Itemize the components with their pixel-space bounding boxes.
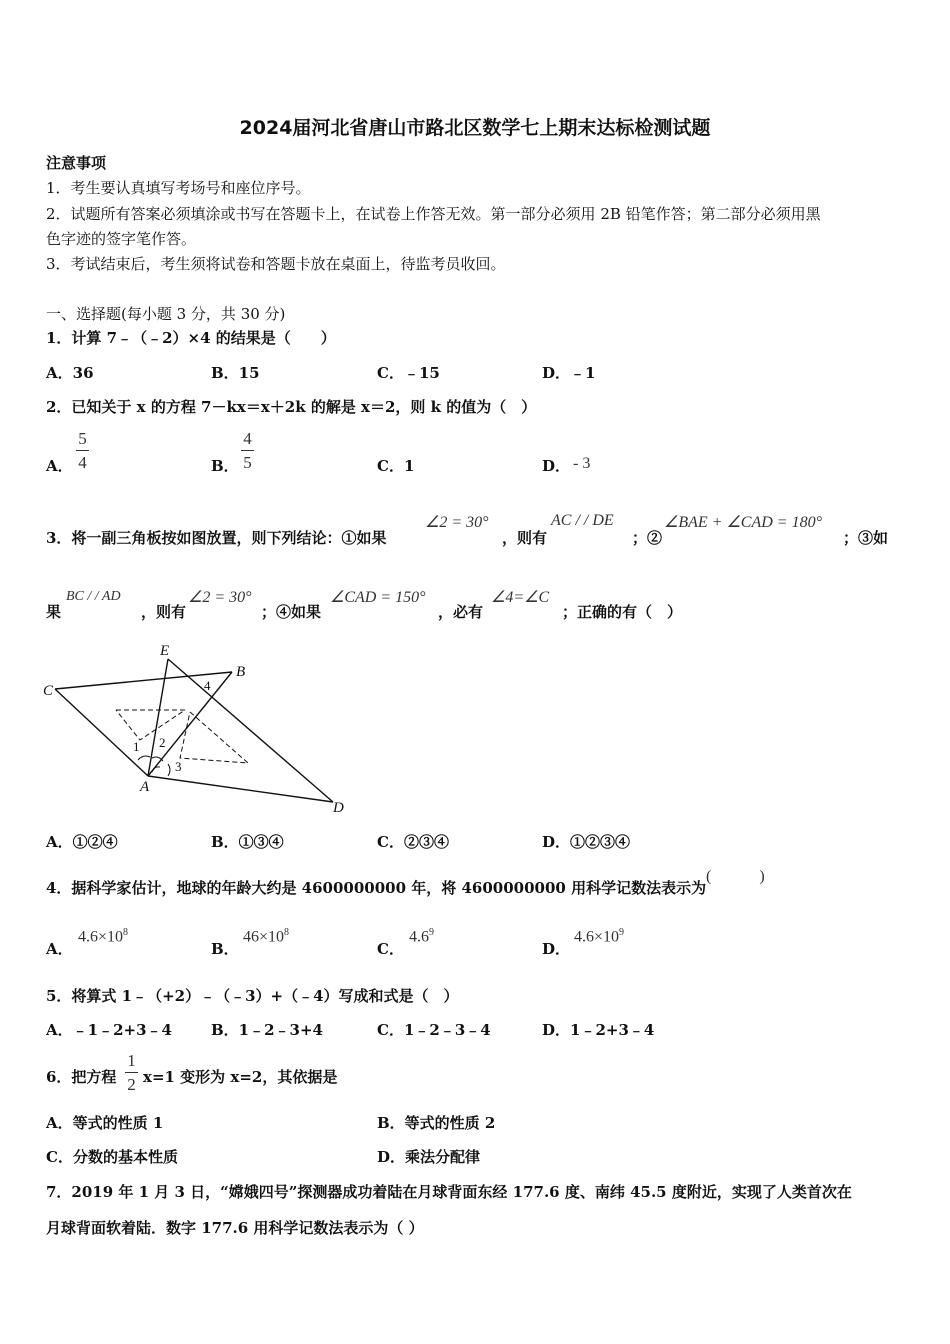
q6-numerator: 1: [127, 1051, 136, 1070]
q5-option-b: B．1﹣2﹣3+4: [211, 1021, 323, 1039]
q1-stem: 1．计算 7﹣（﹣2）×4 的结果是（ ）: [46, 329, 336, 347]
notice-item-2-line-2: 色字迹的签字笔作答。: [46, 230, 197, 248]
line-ed: [168, 659, 333, 802]
q3-math-7: ∠4=∠C: [491, 589, 550, 606]
q1-option-a: A．36: [46, 364, 94, 382]
q4-option-c-value: [409, 927, 434, 946]
q2-option-b-fraction: [241, 430, 254, 471]
fraction-bar: [125, 1072, 138, 1073]
q4-option-d-value: [574, 927, 624, 946]
line-ad: [148, 776, 333, 802]
q2-option-b-label: B．: [211, 457, 239, 475]
section-heading: 一、选择题(每小题 3 分，共 30 分): [46, 305, 286, 323]
q4-option-a-value: [78, 927, 128, 946]
q6-option-a: A．等式的性质 1: [46, 1114, 164, 1132]
q1-option-b: B．15: [211, 364, 260, 382]
q5-option-c: C．1﹣2﹣3﹣4: [377, 1021, 491, 1039]
q4-d-base: 4.6×10: [574, 928, 620, 946]
q6-option-c: C．分数的基本性质: [46, 1148, 178, 1166]
q3-option-b: B．①③④: [211, 833, 284, 851]
q4-a-base: 4.6×10: [78, 928, 124, 946]
angle-label-1: 1: [133, 739, 140, 754]
q3-text-7: ；④如果: [261, 603, 322, 621]
label-a: A: [140, 779, 150, 795]
notice-item-1: 1．考生要认真填写考场号和座位序号。: [46, 179, 311, 197]
q4-b-exponent: 8: [284, 927, 290, 938]
q7-stem-line-1: 7．2019 年 1 月 3 日，“嫦娥四号”探测器成功着陆在月球背面东经 177.6 度、南纬 45.5 度附近，实现了人类首次在: [46, 1183, 852, 1201]
q5-option-d: D．1﹣2+3﹣4: [542, 1021, 655, 1039]
q4-d-exponent: 9: [619, 927, 625, 938]
q6-option-b: B．等式的性质 2: [377, 1114, 496, 1132]
q2-option-d-value: - 3: [573, 455, 591, 472]
q3-text-3: ；②: [632, 529, 663, 547]
q2-stem: 2．已知关于 x 的方程 7－kx＝x＋2k 的解是 x＝2，则 k 的值为（ ）: [46, 398, 537, 416]
notice-item-3: 3．考试结束后，考生须将试卷和答题卡放在桌面上，待监考员收回。: [46, 255, 506, 273]
q3-text-9: ；正确的有（ ）: [562, 603, 683, 621]
q4-answer-paren: ( ): [706, 868, 765, 885]
q3-text-4: ；③如: [843, 529, 889, 547]
line-ae: [148, 659, 168, 776]
q2-b-denominator: 5: [243, 453, 252, 472]
q6-fraction: [125, 1052, 138, 1093]
inner-dashed-triangle-left: [116, 710, 185, 740]
q4-b-base: 46×10: [243, 928, 285, 946]
q3-option-c: C．②③④: [377, 833, 449, 851]
notice-heading: 注意事项: [46, 154, 107, 172]
angle-arc-a: [152, 767, 160, 772]
notice-item-2-line-1: 2．试题所有答案必须填涂或书写在答题卡上，在试卷上作答无效。第一部分必须用 2B 铅笔作答；第二部分必须用黑: [46, 205, 821, 223]
q3-option-d: D．①②③④: [542, 833, 631, 851]
q4-option-d-label: D．: [542, 940, 571, 958]
angle-label-2: 2: [159, 735, 166, 750]
q4-stem: 4．据科学家估计，地球的年龄大约是 4600000000 年，将 4600000000 用科学记数法表示为: [46, 879, 707, 897]
q2-b-numerator: 4: [243, 429, 252, 448]
q3-math-5: ∠2 = 30°: [188, 589, 252, 606]
q3-text-2: ，则有: [502, 529, 548, 547]
q4-option-a-label: A．: [46, 940, 73, 958]
q4-a-exponent: 8: [123, 927, 129, 938]
q3-text-1: 3．将一副三角板按如图放置，则下列结论：①如果: [46, 529, 387, 547]
label-e: E: [160, 643, 170, 659]
angle-arc-1: [138, 756, 150, 760]
q3-text-6: ，则有: [141, 603, 187, 621]
q3-math-4: BC / / AD: [66, 589, 121, 604]
angle-label-3: 3: [175, 759, 182, 774]
q4-option-b-value: [243, 927, 289, 946]
q3-math-1: ∠2 = 30°: [425, 514, 489, 531]
q3-math-3: ∠BAE + ∠CAD = 180°: [664, 514, 822, 531]
label-d: D: [333, 800, 344, 816]
q3-text-5: 果: [46, 603, 62, 621]
q4-c-exponent: 9: [429, 927, 434, 938]
q3-math-2: AC / / DE: [551, 512, 614, 529]
q2-option-d-label: D．: [542, 457, 571, 475]
q2-option-c: C．1: [377, 457, 415, 475]
q6-stem-post: x=1 变形为 x=2，其依据是: [143, 1068, 338, 1086]
q6-denominator: 2: [127, 1075, 136, 1094]
label-b: B: [236, 664, 246, 680]
q5-option-a: A．﹣1﹣2+3﹣4: [46, 1021, 172, 1039]
q2-option-a-fraction: [76, 430, 89, 471]
q3-text-8: ，必有: [438, 603, 484, 621]
q2-a-denominator: 4: [78, 453, 87, 472]
q4-option-c-label: C．: [377, 940, 404, 958]
q5-stem: 5．将算式 1﹣（+2）﹣（﹣3）+（﹣4）写成和式是（ ）: [46, 987, 459, 1005]
q4-option-b-label: B．: [211, 940, 239, 958]
q3-option-a: A．①②④: [46, 833, 118, 851]
fraction-bar: [241, 450, 254, 451]
q7-stem-line-2: 月球背面软着陆．数字 177.6 用科学记数法表示为（ ）: [46, 1219, 424, 1237]
q2-option-a-label: A．: [46, 457, 73, 475]
q6-stem-pre: 6．把方程: [46, 1068, 117, 1086]
q1-option-d: D．﹣1: [542, 364, 596, 382]
q6-option-d: D．乘法分配律: [377, 1148, 481, 1166]
q1-option-c: C．﹣15: [377, 364, 440, 382]
angle-label-4: 4: [204, 678, 211, 693]
page-title: 2024届河北省唐山市路北区数学七上期末达标检测试题: [239, 117, 711, 139]
label-c: C: [43, 683, 54, 699]
q4-c-base: 4.6: [409, 928, 429, 946]
angle-arc-3: [168, 764, 170, 776]
q2-a-numerator: 5: [78, 429, 87, 448]
fraction-bar: [76, 450, 89, 451]
q3-figure: [40, 640, 360, 818]
q3-math-6: ∠CAD = 150°: [330, 589, 426, 606]
